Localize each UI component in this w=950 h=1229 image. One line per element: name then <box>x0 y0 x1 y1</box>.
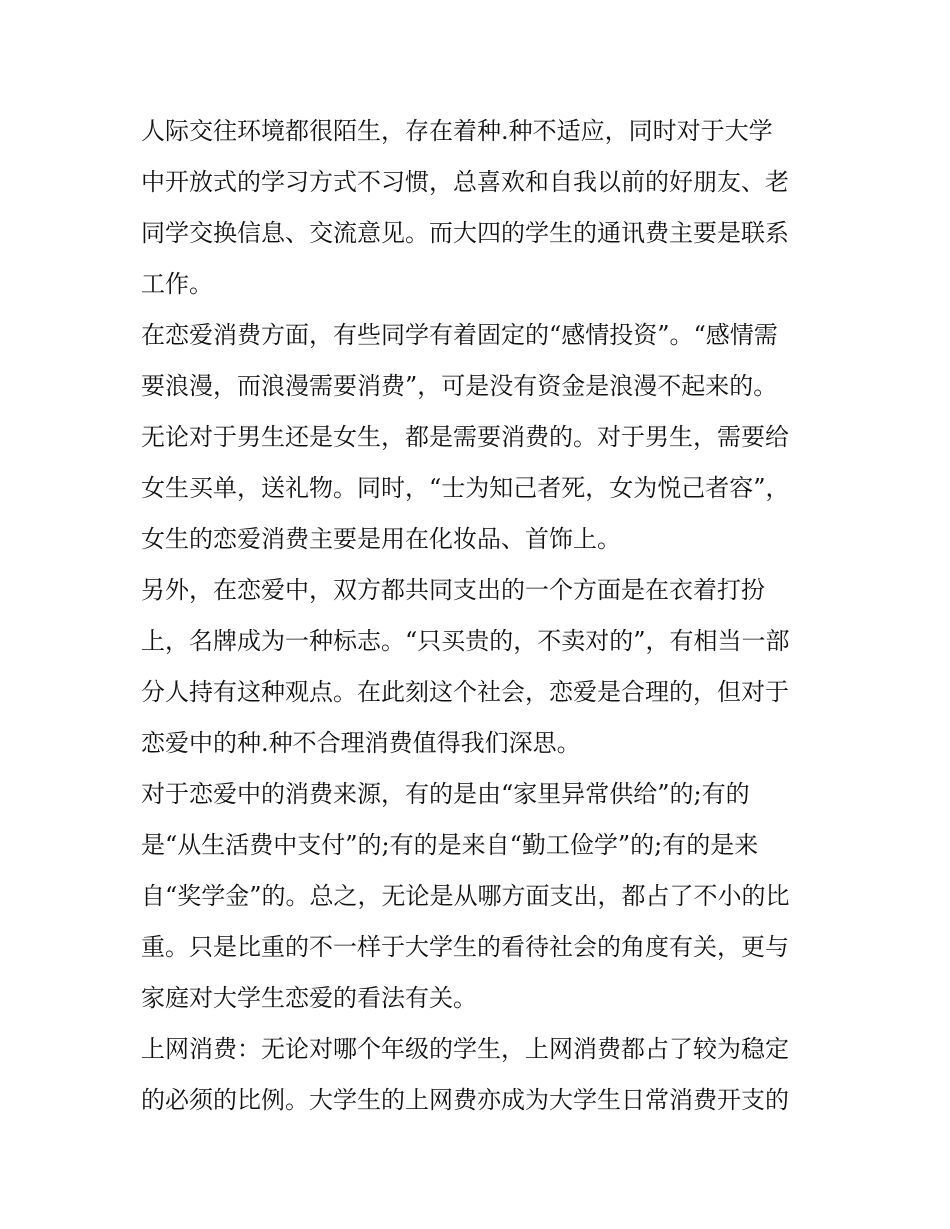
text-line: 中开放式的学习方式不习惯，总喜欢和自我以前的好朋友、老 <box>141 168 789 196</box>
text-line: 女生的恋爱消费主要是用在化妆品、首饰上。 <box>141 525 621 553</box>
text-line: 分人持有这种观点。在此刻这个社会，恋爱是合理的，但对于 <box>141 678 789 706</box>
text-line: 女生买单，送礼物。同时，“士为知己者死，女为悦己者容”， <box>141 474 790 502</box>
text-line: 无论对于男生还是女生，都是需要消费的。对于男生，需要给 <box>141 423 789 451</box>
text-line: 另外，在恋爱中，双方都共同支出的一个方面是在衣着打扮 <box>141 576 765 604</box>
text-line: 是“从生活费中支付”的;有的是来自“勤工俭学”的;有的是来 <box>141 831 759 859</box>
text-line: 自“奖学金”的。总之，无论是从哪方面支出，都占了不小的比 <box>141 882 790 910</box>
text-line: 要浪漫，而浪漫需要消费”，可是没有资金是浪漫不起来的。 <box>141 372 778 400</box>
text-line: 家庭对大学生恋爱的看法有关。 <box>141 984 477 1012</box>
text-line: 同学交换信息、交流意见。而大四的学生的通讯费主要是联系 <box>141 219 789 247</box>
text-line: 上网消费：无论对哪个年级的学生，上网消费都占了较为稳定 <box>141 1035 789 1063</box>
text-line: 在恋爱消费方面，有些同学有着固定的“感情投资”。“感情需 <box>141 321 778 349</box>
text-line: 恋爱中的种.种不合理消费值得我们深思。 <box>141 729 581 757</box>
text-line: 上，名牌成为一种标志。“只买贵的，不卖对的”，有相当一部 <box>141 627 790 655</box>
text-line: 对于恋爱中的消费来源，有的是由“家里异常供给”的;有的 <box>141 780 750 808</box>
text-line: 工作。 <box>141 270 213 298</box>
text-line: 的必须的比例。大学生的上网费亦成为大学生日常消费开支的 <box>141 1086 789 1114</box>
body-text <box>141 106 821 1126</box>
text-line: 重。只是比重的不一样于大学生的看待社会的角度有关，更与 <box>141 933 789 961</box>
text-line: 人际交往环境都很陌生，存在着种.种不适应，同时对于大学 <box>141 117 773 145</box>
